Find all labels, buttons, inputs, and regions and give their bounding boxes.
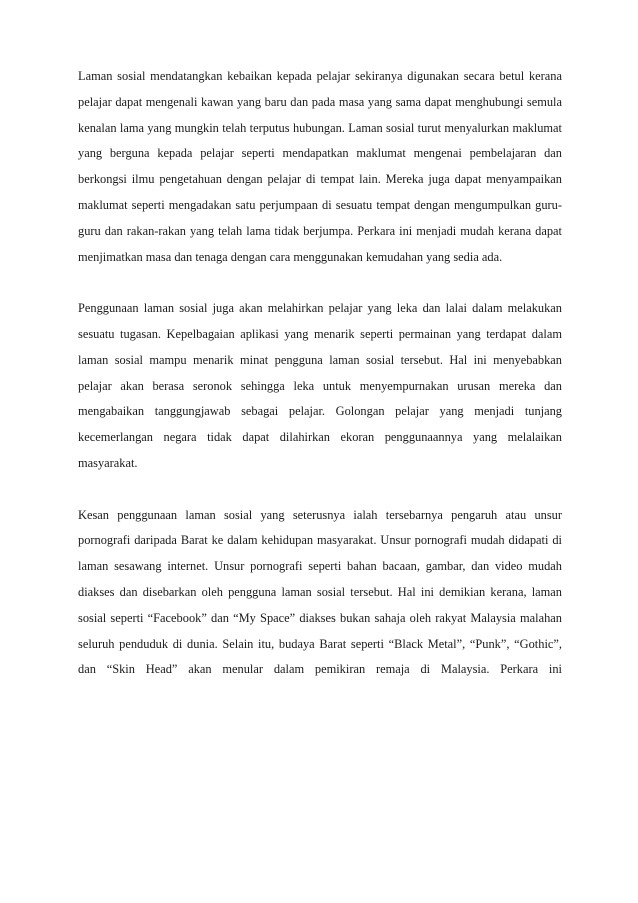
paragraph-1: Laman sosial mendatangkan kebaikan kepada pelajar sekiranya digunakan secara betul kerana pelajar dapat mengenali kawan yang baru dan pada masa yang sama dapat menghubungi semula kenalan lama yang mungkin telah terputus hubungan. Laman sosial turut menyalurkan maklumat yang berguna kepada pelajar seperti mendapatkan maklumat mengenai pembelajaran dan berkongsi ilmu pengetahuan dengan pelajar di tempat lain. Mereka juga dapat menyampaikan maklumat seperti mengadakan satu perjumpaan di sesuatu tempat dengan mengumpulkan guru-guru dan rakan-rakan yang telah lama tidak berjumpa. Perkara ini menjadi mudah kerana dapat menjimatkan masa dan tenaga dengan cara menggunakan kemudahan yang sedia ada. — [78, 69, 562, 264]
document-page — [78, 64, 562, 709]
paragraph-2: Penggunaan laman sosial juga akan melahirkan pelajar yang leka dan lalai dalam melakukan sesuatu tugasan. Kepelbagaian aplikasi yang menarik seperti permainan yang terdapat dalam laman sosial mampu menarik minat pengguna laman sosial tersebut. Hal ini menyebabkan pelajar akan berasa seronok sehingga leka untuk menyempurnakan urusan mereka dan mengabaikan tanggungjawab sebagai pelajar. Golongan pelajar yang menjadi tunjang kecemerlangan negara tidak dapat dilahirkan ekoran penggunaannya yang melalaikan masyarakat. — [78, 301, 562, 470]
paragraph-3: Kesan penggunaan laman sosial yang seterusnya ialah tersebarnya pengaruh atau unsur pornografi daripada Barat ke dalam kehidupan masyarakat. Unsur pornografi mudah didapati di laman sesawang internet. Unsur pornografi seperti bahan bacaan, gambar, dan video mudah diakses dan disebarkan oleh pengguna laman sosial tersebut. Hal ini demikian kerana, laman sosial seperti “Facebook” dan “My Space” diakses bukan sahaja oleh rakyat Malaysia malahan seluruh penduduk di dunia. Selain itu, budaya Barat seperti “Black Metal”, “Punk”, “Gothic”, dan “Skin Head” akan menular dalam pemikiran remaja di Malaysia. Perkara ini — [78, 507, 562, 677]
